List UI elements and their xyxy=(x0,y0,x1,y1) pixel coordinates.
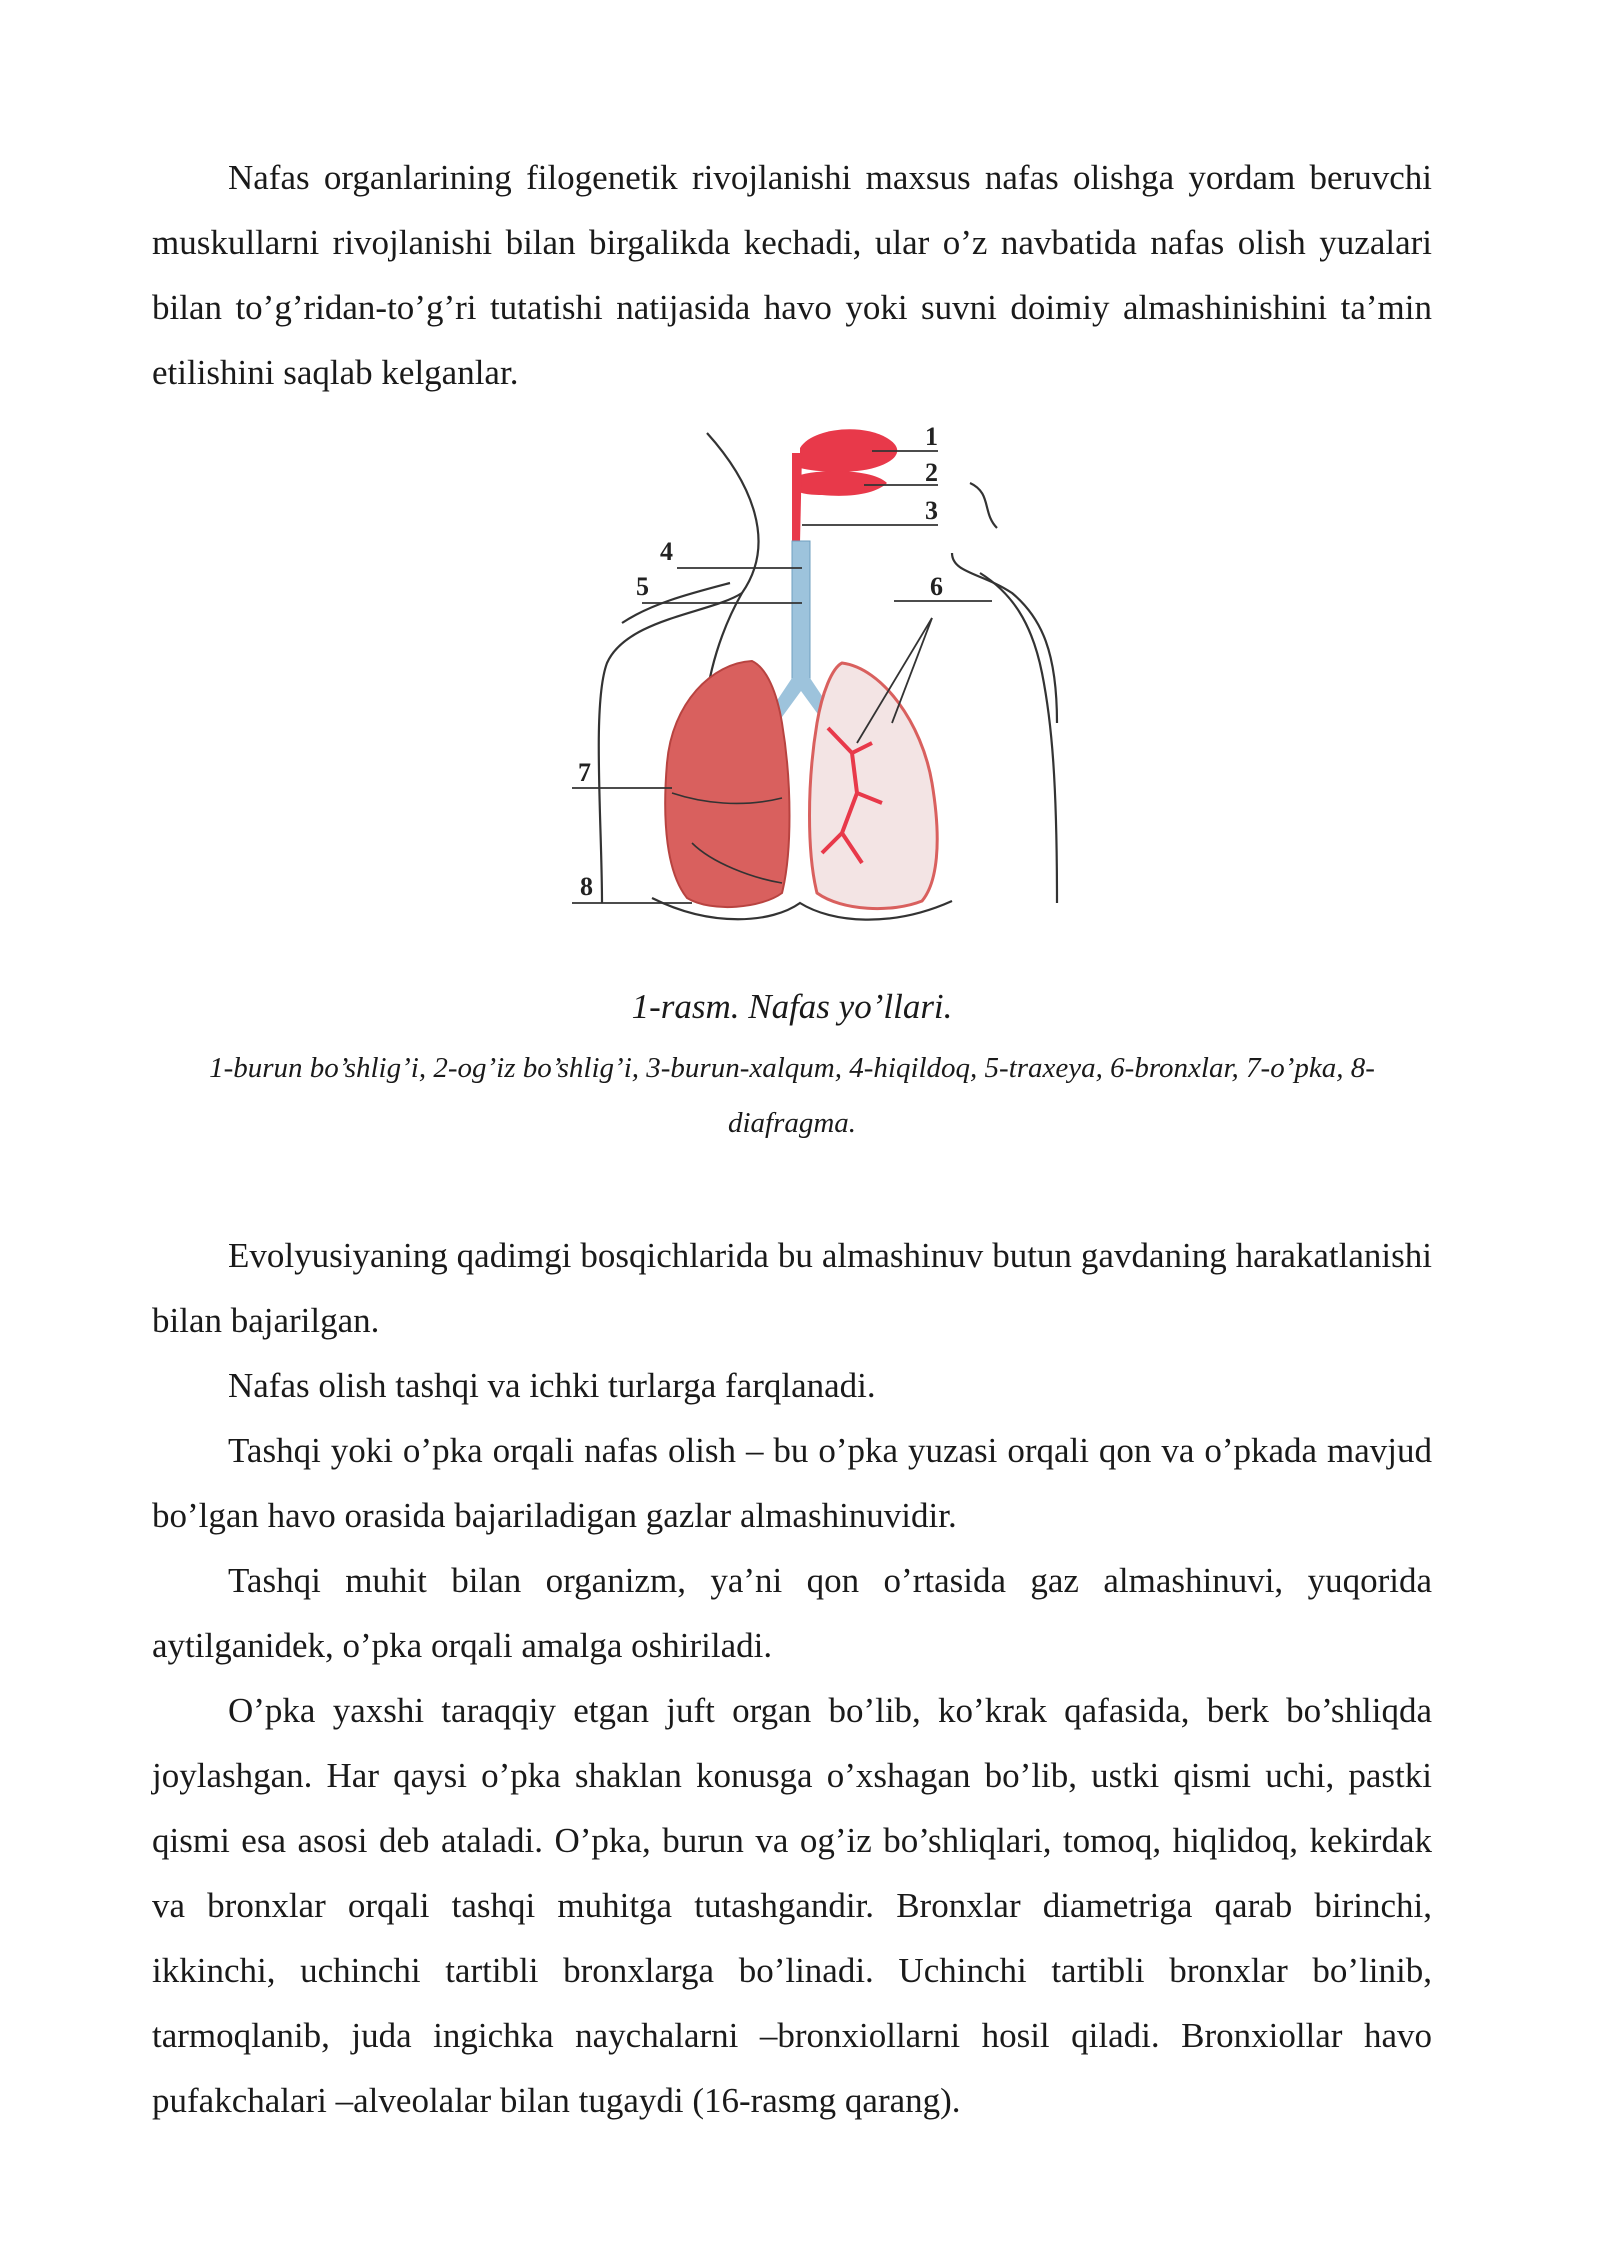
paragraph-types: Nafas olish tashqi va ichki turlarga farqlanadi. xyxy=(228,1366,876,1405)
trachea xyxy=(792,541,810,681)
paragraph-gas-exchange: Tashqi muhit bilan organizm, ya’ni qon o’rtasida gaz almashinuvi, yuqorida aytilganidek, o’pka orqali amalga oshiriladi. xyxy=(152,1561,1432,1665)
pharynx xyxy=(792,453,802,543)
oral-cavity xyxy=(792,471,887,496)
figure-caption-title: 1-rasm. Nafas yo’llari. xyxy=(631,987,953,1026)
respiratory-diagram xyxy=(152,423,1432,943)
label-7: 7 xyxy=(578,758,591,787)
paragraph-evolution: Evolyusiyaning qadimgi bosqichlarida bu almashinuv butun gavdaning harakatlanishi bilan bajarilgan. xyxy=(152,1236,1432,1340)
paragraph-intro: Nafas organlarining filogenetik rivojlanishi maxsus nafas olishga yordam beruvchi muskullarni rivojlanishi bilan birgalikda kechadi, ular o’z navbatida nafas olish yuzalari bilan to’g’ridan-to’g’ri tutatishi natijasida havo yoki suvni doimiy almashinishini ta’min etilishini saqlab kelganlar. xyxy=(152,158,1432,392)
label-5: 5 xyxy=(636,572,649,601)
respiratory-figure xyxy=(152,423,1432,983)
paragraph-external: Tashqi yoki o’pka orqali nafas olish – bu o’pka yuzasi orqali qon va o’pkada mavjud bo’lgan havo orasida bajariladigan gazlar almashinuvidir. xyxy=(152,1431,1432,1535)
left-lung xyxy=(665,661,789,907)
label-2: 2 xyxy=(925,458,938,487)
right-lung xyxy=(810,663,938,909)
torso-right xyxy=(952,553,1057,723)
label-6: 6 xyxy=(930,572,943,601)
label-4: 4 xyxy=(660,537,673,566)
label-3: 3 xyxy=(925,496,938,525)
figure-caption-legend: 1-burun bo’shlig’i, 2-og’iz bo’shlig’i, 3-burun-xalqum, 4-hiqildoq, 5-traxeya, 6-bronxlar, 7-o’pka, 8-diafragma. xyxy=(209,1052,1375,1139)
label-8: 8 xyxy=(580,872,593,901)
paragraph-lung: O’pka yaxshi taraqqiy etgan juft organ bo’lib, ko’krak qafasida, berk bo’shliqda joylashgan. Har qaysi o’pka shaklan konusga o’xshagan bo’lib, ustki qismi uchi, pastki qismi esa asosi deb ataladi. O’pka, burun va og’iz bo’shliqlari, tomoq, hiqlidoq, kekirdak va bronxlar orqali tashqi muhitga tutashgandir. Bronxlar diametriga qarab birinchi, ikkinchi, uchinchi tartibli bronxlarga bo’linadi. Uchinchi tartibli bronxlar bo’linib, tarmoqlanib, juda ingichka naychalarni –bronxiollarni hosil qiladi. Bronxiollar havo pufakchalari –alveolalar bilan tugaydi (16-rasmg qarang). xyxy=(152,1691,1432,2120)
label-1: 1 xyxy=(925,423,938,451)
document-page xyxy=(152,145,1432,2133)
